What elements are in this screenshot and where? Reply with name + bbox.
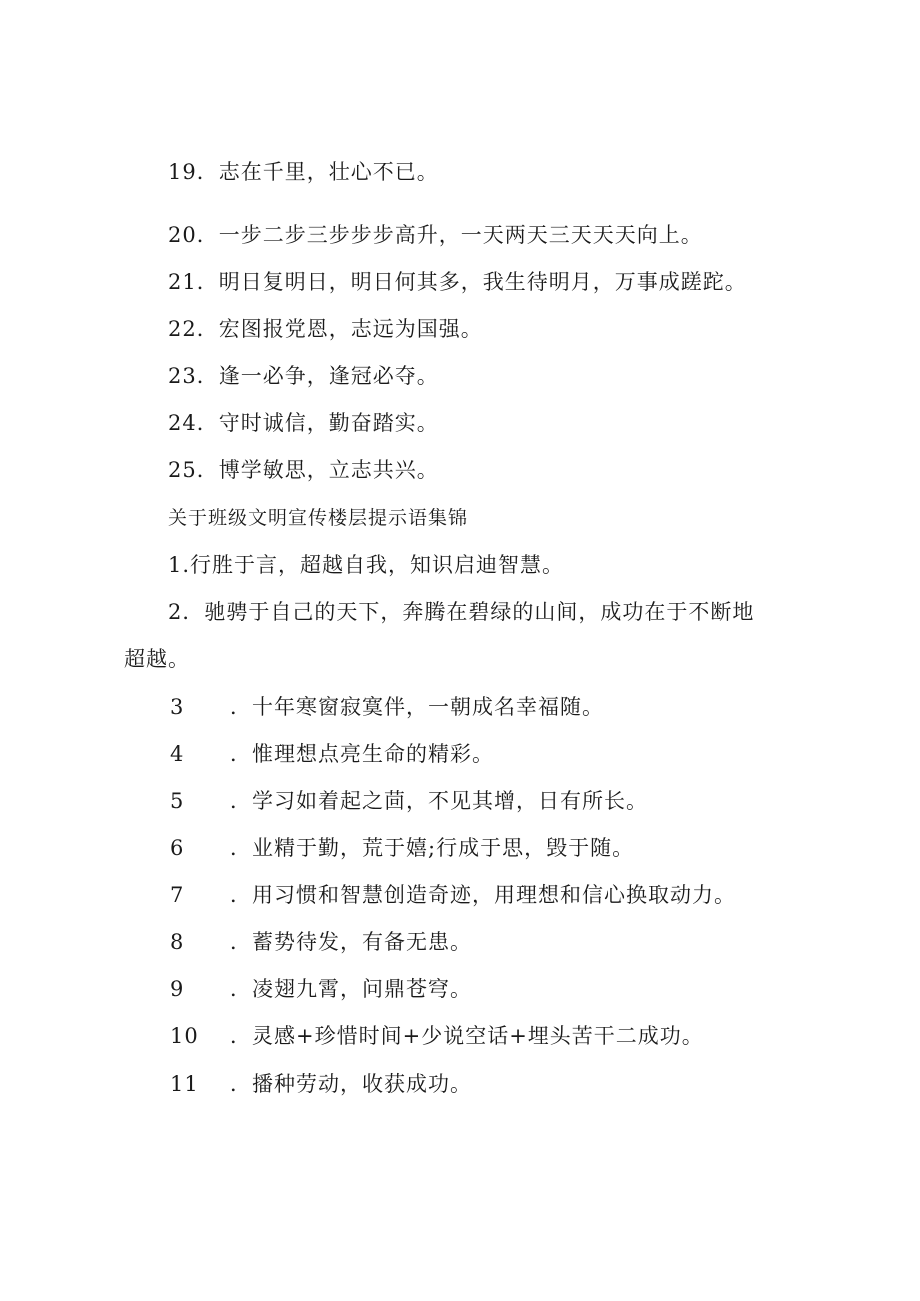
- item-number: 23: [168, 364, 197, 388]
- item-number: 22: [168, 317, 197, 341]
- item-number: 25: [168, 458, 197, 482]
- item-text: ．惟理想点亮生命的精彩。: [230, 742, 494, 766]
- item-number: 9: [170, 977, 185, 1001]
- list-item: [168, 409, 439, 437]
- item-text: ．学习如着起之茴，不见其增，日有所长。: [230, 789, 648, 813]
- list-item: [170, 693, 604, 721]
- item-text: ．志在千里，壮心不已。: [196, 160, 439, 184]
- item-text: ．一步二步三步步步高升，一天两天三天天天向上。: [196, 223, 703, 247]
- item-number: 2: [168, 600, 183, 624]
- list-item: [168, 598, 754, 626]
- item-text: ．蓄势待发，有备无患。: [230, 930, 472, 954]
- list-item-continuation: 超越。: [124, 647, 190, 671]
- item-number: 24: [168, 411, 197, 435]
- section-title: 关于班级文明宣传楼层提示语集锦: [168, 507, 469, 529]
- item-number: 21: [168, 270, 197, 294]
- list-item: [168, 551, 564, 579]
- item-number: 4: [170, 742, 185, 766]
- item-number: 7: [170, 883, 185, 907]
- list-item: [168, 362, 439, 390]
- item-text: ．灵感+珍惜时间+少说空话+埋头苦干二成功。: [230, 1024, 704, 1048]
- item-number: 1.: [168, 553, 191, 577]
- item-text: ．逢一必争，逢冠必夺。: [196, 364, 439, 388]
- item-text: ．播种劳动，收获成功。: [230, 1072, 472, 1096]
- list-item: [170, 1070, 472, 1098]
- item-text: ．守时诚信，勤奋踏实。: [196, 411, 439, 435]
- item-number: 8: [170, 930, 185, 954]
- list-item: [168, 315, 483, 343]
- list-item: [170, 928, 472, 956]
- item-number: 5: [170, 789, 185, 813]
- item-number: 19: [168, 160, 197, 184]
- item-text: ．明日复明日，明日何其多，我生待明月，万事成蹉跎。: [196, 270, 747, 294]
- item-text: ．驰骋于自己的天下，奔腾在碧绿的山间，成功在于不断地: [182, 600, 755, 624]
- item-number: 10: [170, 1024, 199, 1048]
- item-number: 20: [168, 223, 197, 247]
- list-item: [168, 456, 439, 484]
- list-item: [170, 834, 634, 862]
- item-number: 11: [170, 1072, 199, 1096]
- list-item: [170, 740, 494, 768]
- list-item: [170, 975, 472, 1003]
- list-item: [170, 1022, 704, 1050]
- list-item: [168, 268, 747, 296]
- item-text: ．博学敏思，立志共兴。: [196, 458, 439, 482]
- list-item: [168, 221, 703, 249]
- item-text: 行胜于言，超越自我，知识启迪智慧。: [190, 553, 565, 577]
- item-text: ．用习惯和智慧创造奇迹，用理想和信心换取动力。: [230, 883, 736, 907]
- item-text: ．十年寒窗寂寞伴，一朝成名幸福随。: [230, 695, 604, 719]
- list-item: [170, 787, 648, 815]
- item-number: 3: [170, 695, 185, 719]
- item-number: 6: [170, 836, 185, 860]
- item-text: ．凌翅九霄，问鼎苍穹。: [230, 977, 472, 1001]
- item-text: ．业精于勤，荒于嬉;行成于思，毁于随。: [230, 836, 635, 860]
- item-text: ．宏图报党恩，志远为国强。: [196, 317, 483, 341]
- list-item: [170, 881, 736, 909]
- list-item: [168, 158, 439, 186]
